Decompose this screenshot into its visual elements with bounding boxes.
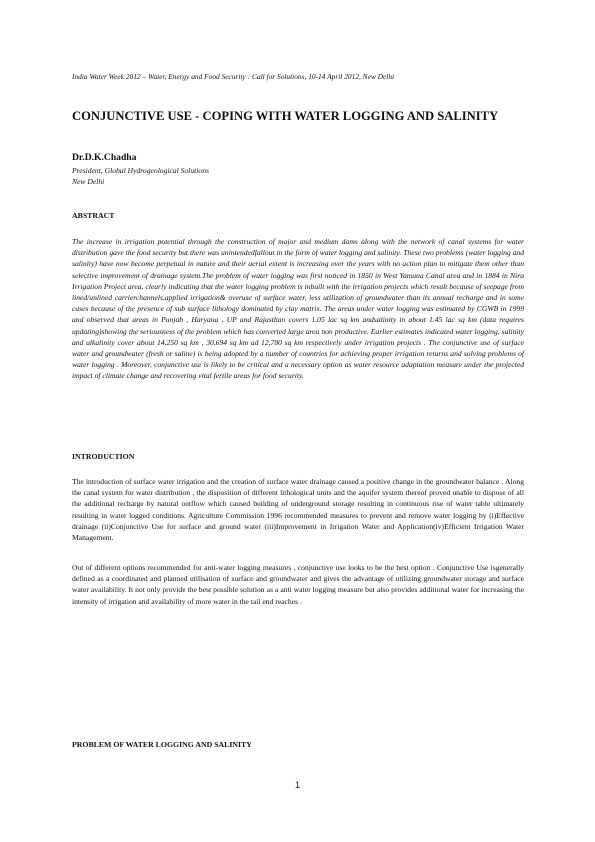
page-number: 1 [294, 780, 300, 790]
running-header: India Water Week 2012 – Water, Energy and Food Security : Call for Solutions, 10-14 April 2012, New Delhi [72, 72, 395, 81]
introduction-heading: INTRODUCTION [72, 452, 135, 461]
introduction-paragraph-2: Out of different options recommended for anti-water logging measures , conjunctive use looks to be the best option . Conjunctive Use isgenerally defined as a coordinated and planned utilisation of surface and groundwater and gives the advantage of utilizing groundwater storage and surface water availability. It not only provide the best possible solution as a anti water logging measure but also provides additional water for increasing the intensity of irrigation and availability of more water in the tail end reaches . [72, 563, 524, 606]
paper-title: CONJUNCTIVE USE - COPING WITH WATER LOGGING AND SALINITY [72, 109, 499, 123]
abstract-text: The increase in irrigation potential through the construction of major and medium dams along with the network of canal systems for water distribution gave the food security but there was unintendedfallout in the form of water logging and salinity. These two problems (water logging and salinity) have now become perpetual in nature and their aerial extent is increasing over the years with no action plan to mitigate them other than selective improvement of drainage system.The problem of water logging was first noticed in 1850 in West Yamuna Canal area and in 1884 in Nira Irrigation Project area, clearly indicating that the water logging problem is inbuilt with the irrigation projects which result because of seepage from lined/unlined carrierchannels,applied irrigation& overuse of surface water, less utilization of groundwater than its annual recharge and in some cases because of the presence of sub surface lithology dominated by clay matrix. The areas under water logging was estimated by CGWB in 1999 and observed that areas in Punjab , Haryana , UP and Rajasthan covers 1.05 lac sq km andsalinity in about 1.45 lac sq km (data requires updating)showing the seriousness of the problem which has converted large area non productive. Earlier estimates indicated water logging, salinity and alkalinity cover about 14,250 sq km , 30,694 sq km ad 12,780 sq km respectively under irrigation projects . The conjunctive use of surface water and groundwater (fresh or saline) is being adopted by a number of countries for achieving proper irrigation returns and solving problems of water logging . Moreover, conjunctive use is likely to be critical and a necessary option as water resource adaptation measure under the projected impact of climate change and recovering vital fertile areas for food security. [72, 237, 524, 381]
author-location: New Delhi [72, 177, 105, 187]
section-heading-water-logging: PROBLEM OF WATER LOGGING AND SALINITY [72, 740, 252, 749]
abstract-heading: ABSTRACT [72, 211, 115, 220]
author-name: Dr.D.K.Chadha [72, 152, 137, 163]
author-affiliation: President, Global Hydrogeological Solutions [72, 166, 209, 175]
introduction-paragraph-1: The introduction of surface water irrigation and the creation of surface water drainage caused a positive change in the groundwater balance . Along the canal system for water distribution , the disposition of different lithological units and the aquifer system thereof proved unable to dispose of all the additional recharge by natural outflow which caused building of underground storage resulting in continuous rise of water table ultimately resulting in water logged conditions. Agriculture Commission 1996 recommended measures to prevent and remove water logging by (i)Effective drainage (ii)Conjunctive Use for surface and ground water (iii)Improvement in Irrigation Water and Application(iv)Efficient Irrigation Water Management. [72, 477, 524, 543]
author-affiliation-block [72, 165, 209, 187]
